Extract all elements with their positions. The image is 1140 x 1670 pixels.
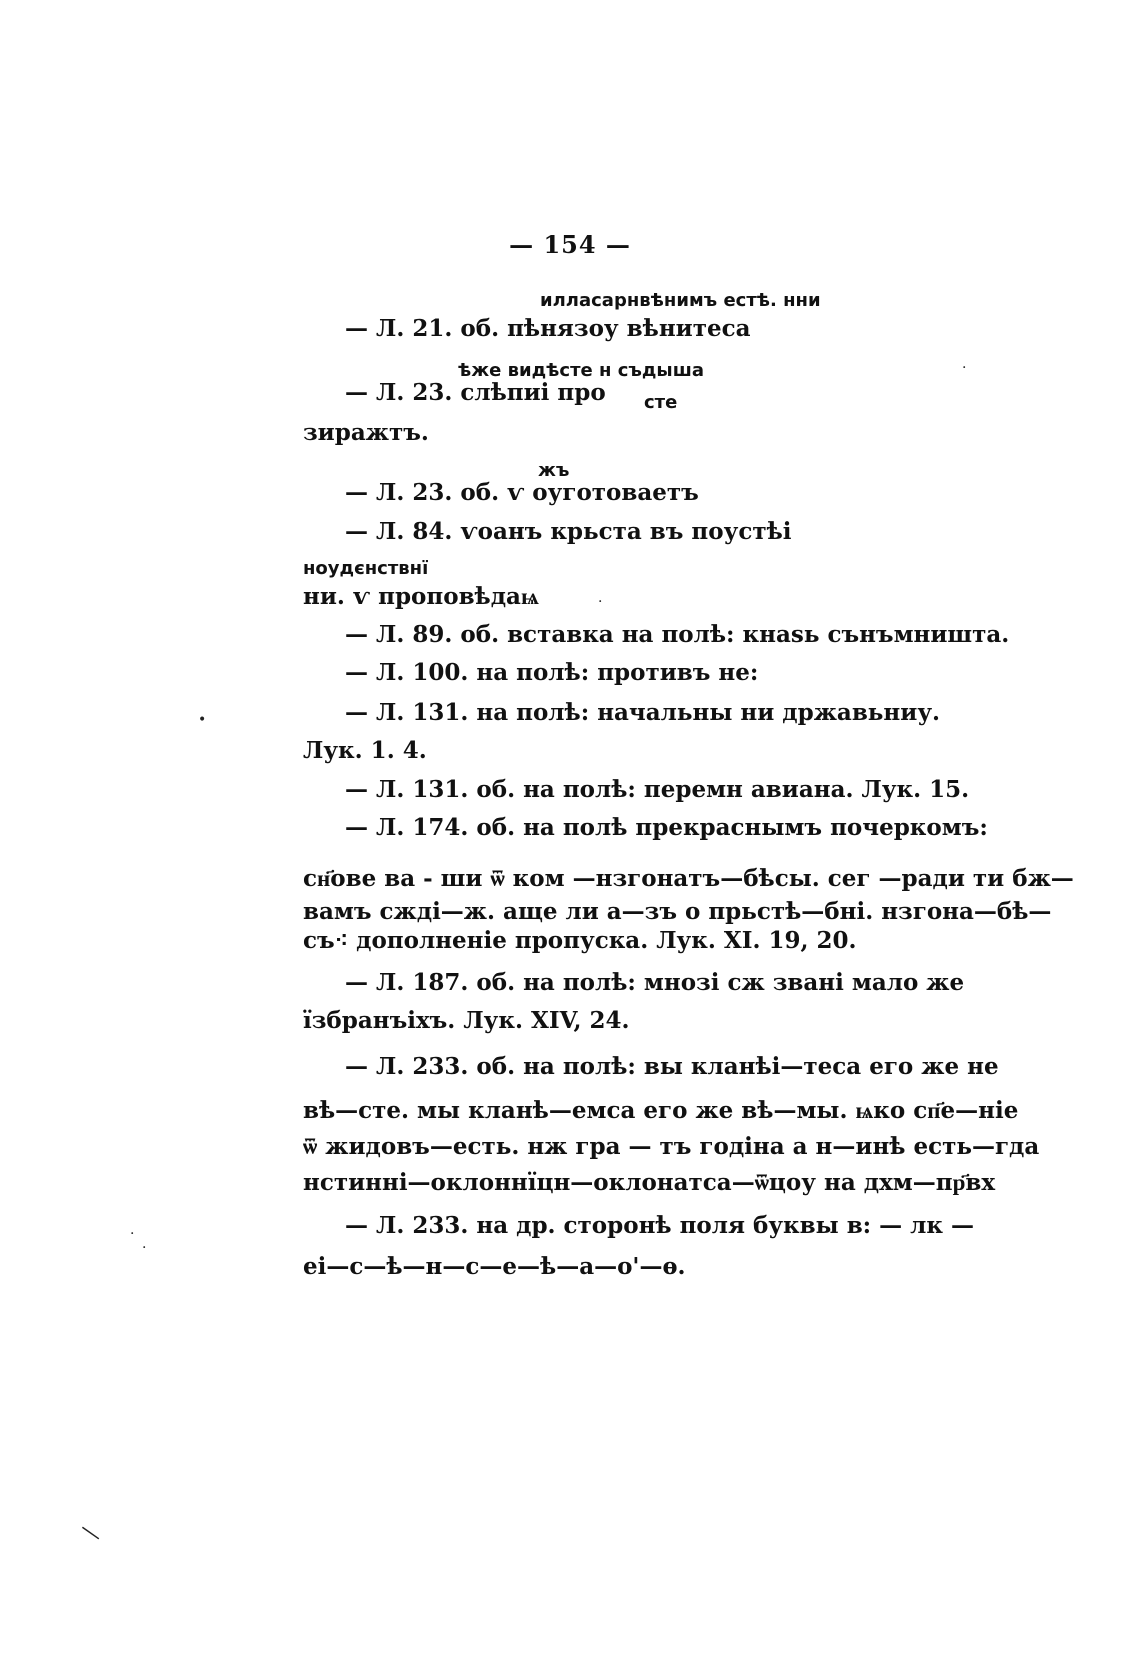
text-line: ни. ѵ проповѣдаѩ (303, 583, 539, 610)
text-line: нстинні—оклоннїцн—оклонатса—ѿцоу на дхм—пр҃вх (303, 1169, 996, 1196)
text-line: — Л. 131. об. на полѣ: перемн авиана. Лук. 15. (345, 776, 970, 803)
superscript-insertion: сте (644, 392, 678, 413)
text-line: їзбранъіхъ. Лук. XIV, 24. (303, 1007, 630, 1034)
speck-mark: — (74, 1515, 108, 1550)
text-line: — Л. 23. об. ѵ оуготоваетъ (345, 479, 699, 506)
text-line: — Л. 89. об. вставка на полѣ: кнаѕь сънъмништа. (345, 621, 1010, 648)
text-line: — Л. 187. об. на полѣ: мнозі сж звані мало же (345, 969, 965, 996)
superscript-insertion: ѣже видѣсте н съдыша (458, 360, 704, 381)
text-line: сн҃ове ва - ши ѿ ком —нзгонатъ—бѣсы. сег —ради ти бж— (303, 865, 1074, 892)
text-line: — Л. 233. на др. сторонѣ поля буквы в: — лк — (345, 1212, 975, 1239)
speck-mark: · (598, 594, 603, 610)
text-line: вѣ—сте. мы кланѣ—емса его же вѣ—мы. ѩко сп҃е—ніе (303, 1097, 1019, 1124)
text-line: зиражтъ. (303, 419, 429, 446)
text-line: — Л. 131. на полѣ: начальны ни државьниу. (345, 699, 941, 726)
text-line: — Л. 23. слѣпиі про (345, 379, 606, 406)
text-line: ѿ жидовъ—есть. нж гра — тъ годіна а н—инѣ есть—гда (303, 1133, 1040, 1160)
text-line: еі—с—ѣ—н—с—е—ѣ—а—о'—ѳ. (303, 1253, 686, 1280)
superscript-insertion: жъ (538, 460, 570, 481)
speck-mark: · (962, 360, 967, 376)
text-line: Лук. 1. 4. (303, 737, 427, 764)
text-line: — Л. 21. об. пѣнязоу вѣнитеса (345, 315, 751, 342)
text-line: вамъ сжді—ж. аще ли а—зъ о прьстѣ—бні. нзгона—бѣ— (303, 898, 1052, 925)
text-line: — Л. 174. об. на полѣ прекраснымъ почеркомъ: (345, 814, 988, 841)
text-line: съ⁖ дополненіе пропуска. Лук. XI. 19, 20. (303, 927, 857, 954)
page-number: — 154 — (509, 230, 631, 259)
text-line: — Л. 233. об. на полѣ: вы кланѣі—теса его же не (345, 1053, 999, 1080)
superscript-insertion: ноудєнствнї (303, 558, 429, 579)
superscript-insertion: илласарнвѣнимъ естѣ. нни (540, 290, 821, 311)
speck-mark: · (130, 1226, 135, 1242)
text-line: — Л. 84. ѵоанъ крьста въ поустѣі (345, 518, 792, 545)
speck-mark: · (142, 1240, 147, 1256)
text-line: — Л. 100. на полѣ: противъ не: (345, 659, 759, 686)
speck-mark: • (198, 712, 207, 728)
